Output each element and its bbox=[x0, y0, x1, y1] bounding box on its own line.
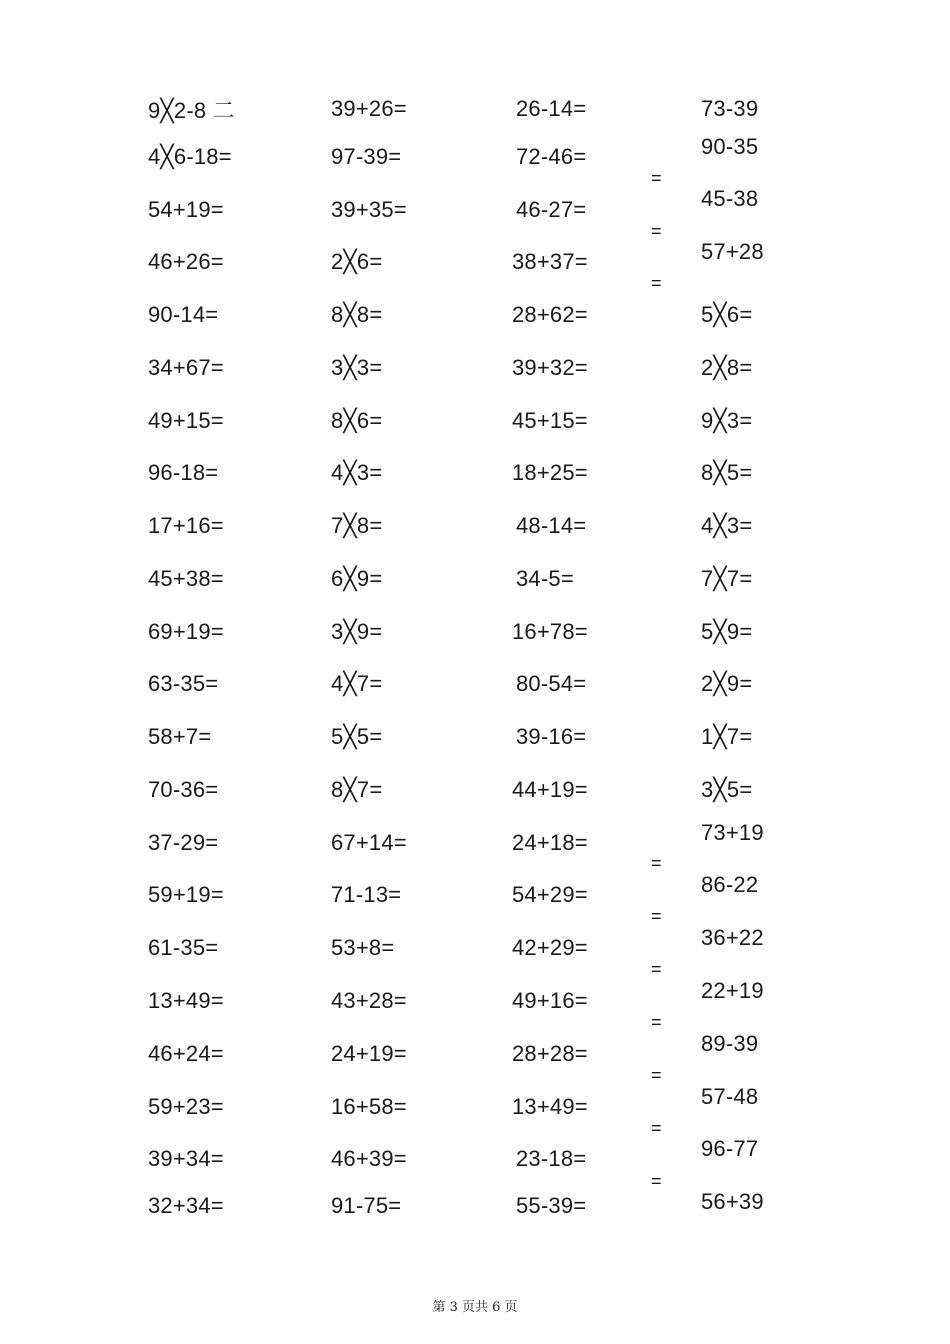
problem: 69+19= bbox=[148, 619, 224, 644]
problem: 32+34= bbox=[148, 1193, 224, 1218]
problem: 22+19 bbox=[701, 978, 764, 1003]
equals-sign: = bbox=[651, 1065, 662, 1085]
problem: 96-18= bbox=[148, 460, 219, 485]
problem: 26-14= bbox=[516, 96, 587, 121]
problem: 63-35= bbox=[148, 671, 219, 696]
problem: 13+49= bbox=[148, 988, 224, 1013]
problem: 48-14= bbox=[516, 513, 587, 538]
problem: 57+28 bbox=[701, 239, 764, 264]
problem: 39-16= bbox=[516, 724, 587, 749]
problem: 4╳6-18= bbox=[148, 144, 232, 169]
equals-sign: = bbox=[651, 959, 662, 979]
problem: 44+19= bbox=[512, 777, 588, 802]
page-footer: 第 3 页共 6 页 bbox=[432, 1300, 518, 1315]
problem: 16+78= bbox=[512, 619, 588, 644]
problem: 90-35 bbox=[701, 134, 759, 159]
problem: 54+19= bbox=[148, 197, 224, 222]
problem: 80-54= bbox=[516, 671, 587, 696]
problem: 8╳5= bbox=[701, 460, 753, 485]
problem: 54+29= bbox=[512, 882, 588, 907]
equals-sign: = bbox=[651, 1118, 662, 1138]
problem: 72-46= bbox=[516, 144, 587, 169]
problem: 2╳8= bbox=[701, 355, 753, 380]
problem: 5╳9= bbox=[701, 619, 753, 644]
problem: 46+26= bbox=[148, 249, 224, 274]
problem: 8╳6= bbox=[331, 408, 383, 433]
problem: 6╳9= bbox=[331, 566, 383, 591]
problem: 24+18= bbox=[512, 830, 588, 855]
problem: 55-39= bbox=[516, 1193, 587, 1218]
problem: 3╳3= bbox=[331, 355, 383, 380]
problem: 8╳7= bbox=[331, 777, 383, 802]
problem: 5╳5= bbox=[331, 724, 383, 749]
problem: 91-75= bbox=[331, 1193, 402, 1218]
problem: 34-5= bbox=[516, 566, 574, 591]
problem: 39+26= bbox=[331, 96, 407, 121]
problem: 59+23= bbox=[148, 1094, 224, 1119]
problem: 39+35= bbox=[331, 197, 407, 222]
problem: 39+32= bbox=[512, 355, 588, 380]
problem: 37-29= bbox=[148, 830, 219, 855]
problem: 70-36= bbox=[148, 777, 219, 802]
problem: 38+37= bbox=[512, 249, 588, 274]
problem: 45-38 bbox=[701, 186, 759, 211]
equals-sign: = bbox=[651, 906, 662, 926]
problem: 23-18= bbox=[516, 1146, 587, 1171]
problem: 71-13= bbox=[331, 882, 402, 907]
problem: 73+19 bbox=[701, 820, 764, 845]
problem: 1╳7= bbox=[701, 724, 753, 749]
problem: 2╳9= bbox=[701, 671, 753, 696]
problem: 49+16= bbox=[512, 988, 588, 1013]
problem: 24+19= bbox=[331, 1041, 407, 1066]
problem: 39+34= bbox=[148, 1146, 224, 1171]
problem: 96-77 bbox=[701, 1136, 759, 1161]
problem: 13+49= bbox=[512, 1094, 588, 1119]
problem: 57-48 bbox=[701, 1084, 759, 1109]
problem: 4╳3= bbox=[331, 460, 383, 485]
problem: 67+14= bbox=[331, 830, 407, 855]
problem: 28+62= bbox=[512, 302, 588, 327]
problem: 9╳3= bbox=[701, 408, 753, 433]
problem: 56+39 bbox=[701, 1189, 764, 1214]
problem: 4╳3= bbox=[701, 513, 753, 538]
problem: 3╳5= bbox=[701, 777, 753, 802]
problem: 86-22 bbox=[701, 872, 759, 897]
equals-sign: = bbox=[651, 1012, 662, 1032]
problem: 97-39= bbox=[331, 144, 402, 169]
problem: 16+58= bbox=[331, 1094, 407, 1119]
problem: 46+24= bbox=[148, 1041, 224, 1066]
problem: 89-39 bbox=[701, 1031, 759, 1056]
problem: 8╳8= bbox=[331, 302, 383, 327]
problem: 61-35= bbox=[148, 935, 219, 960]
problem: 49+15= bbox=[148, 408, 224, 433]
problem: 7╳7= bbox=[701, 566, 753, 591]
problem: 7╳8= bbox=[331, 513, 383, 538]
problem: 5╳6= bbox=[701, 302, 753, 327]
equals-sign: = bbox=[651, 273, 662, 293]
equals-sign: = bbox=[651, 853, 662, 873]
problem: 90-14= bbox=[148, 302, 219, 327]
equals-sign: = bbox=[651, 221, 662, 241]
problem: 45+15= bbox=[512, 408, 588, 433]
equals-sign: = bbox=[651, 1171, 662, 1191]
problem: 28+28= bbox=[512, 1041, 588, 1066]
problem: 43+28= bbox=[331, 988, 407, 1013]
problem: 59+19= bbox=[148, 882, 224, 907]
problem: 4╳7= bbox=[331, 671, 383, 696]
problem: 9╳2-8 二 bbox=[148, 98, 235, 123]
problem: 17+16= bbox=[148, 513, 224, 538]
problem: 18+25= bbox=[512, 460, 588, 485]
problem: 36+22 bbox=[701, 925, 764, 950]
problem: 53+8= bbox=[331, 935, 395, 960]
problem: 46-27= bbox=[516, 197, 587, 222]
equals-sign: = bbox=[651, 168, 662, 188]
problem: 34+67= bbox=[148, 355, 224, 380]
problem: 46+39= bbox=[331, 1146, 407, 1171]
problem: 42+29= bbox=[512, 935, 588, 960]
problem: 2╳6= bbox=[331, 249, 383, 274]
problem: 3╳9= bbox=[331, 619, 383, 644]
problem: 73-39 bbox=[701, 96, 759, 121]
problem: 45+38= bbox=[148, 566, 224, 591]
problem: 58+7= bbox=[148, 724, 212, 749]
